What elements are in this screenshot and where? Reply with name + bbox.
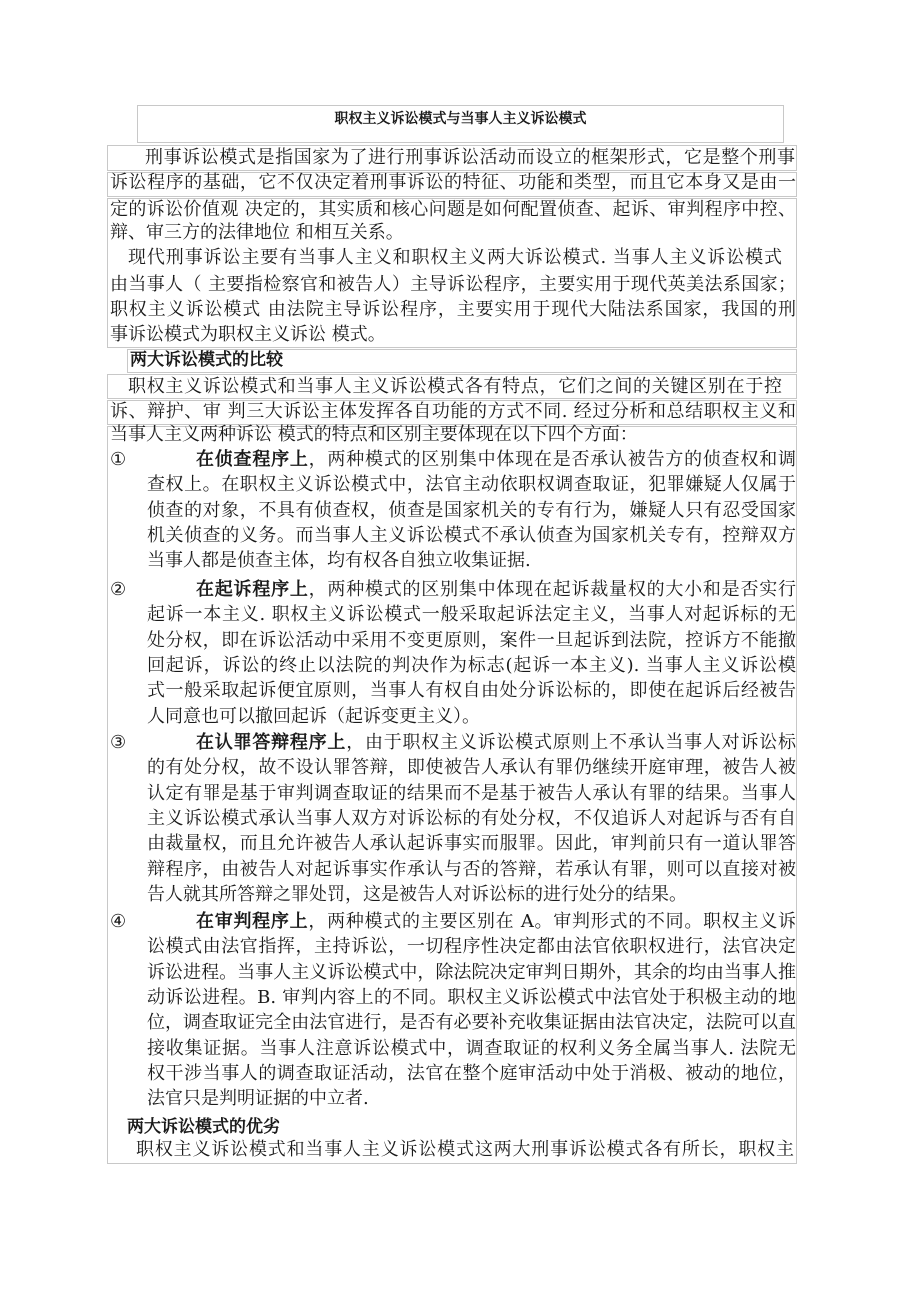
section-line: 诉、辩护、审 判三大诉讼主体发挥各自功能的方式不同. 经过分析和总结职权主义和 <box>110 401 796 422</box>
document-title: 职权主义诉讼模式与当事人主义诉讼模式 <box>334 111 587 127</box>
intro-line: 辩、审三方的法律地位 和相互关系。 <box>110 222 404 243</box>
list-item-text: ，两种模式的区别集中体现在是否承认被告方的侦查权和调 <box>308 449 797 470</box>
list-item-first-line <box>196 910 796 934</box>
list-item-line: 机关侦查的义务。而当事人主义诉讼模式不承认侦查为国家机关专有，控辩双方 <box>147 524 796 546</box>
list-item-line: 辩程序，由被告人对起诉事实作承认与否的答辩，若承认有罪，则可以直接对被 <box>147 858 796 880</box>
list-item-line: 人同意也可以撤回起诉（起诉变更主义）。 <box>147 705 480 727</box>
list-marker: ① <box>110 449 127 470</box>
list-item-line: 主义诉讼模式承认当事人双方对诉讼标的有处分权，不仅追诉人对起诉与否有自 <box>147 807 796 829</box>
list-item-text: ，由于职权主义诉讼模式原则上不承认当事人对诉讼标 <box>346 732 797 753</box>
list-item-line: 诉讼进程。当事人主义诉讼模式中，除法院决定审判日期外，其余的均由当事人推 <box>147 961 796 983</box>
intro-line: 诉讼程序的基础，它不仅决定着刑事诉讼的特征、功能和类型，而且它本身又是由一 <box>110 172 796 193</box>
intro-line: 由当事人（ 主要指检察官和被告人）主导诉讼程序，主要实用于现代英美法系国家； <box>110 274 796 295</box>
list-item-line: 位，调查取证完全由法官进行，是否有必要补充收集证据由法官决定，法院可以直 <box>147 1012 796 1034</box>
list-item-line: 动诉讼进程。B. 审判内容上的不同。职权主义诉讼模式中法官处于积极主动的地 <box>147 986 796 1008</box>
list-item-lead: 在侦查程序上 <box>196 449 309 470</box>
list-item-line: 起诉一本主义. 职权主义诉讼模式一般采取起诉法定主义，当事人对起诉标的无 <box>147 604 796 626</box>
section-heading: 两大诉讼模式的比较 <box>130 350 283 370</box>
list-item-first-line <box>196 448 796 472</box>
list-item-line: 法官只是判明证据的中立者. <box>147 1088 369 1110</box>
list-item-line: 式一般采取起诉便宜原则，当事人有权自由处分诉讼标的，即使在起诉后经被告 <box>147 680 796 702</box>
intro-line: 现代刑事诉讼主要有当事人主义和职权主义两大诉讼模式. 当事人主义诉讼模式 <box>128 247 782 268</box>
list-item-line: 告人就其所答辩之罪处罚，这是被告人对诉讼标的进行处分的结果。 <box>147 883 687 905</box>
list-item-text: ，两种模式的区别集中体现在起诉裁量权的大小和是否实行 <box>308 579 797 600</box>
list-marker: ③ <box>110 732 127 753</box>
list-item-line: 接收集证据。当事人注意诉讼模式中，调查取证的权利义务全属当事人. 法院无 <box>147 1037 796 1059</box>
list-item-line: 由裁量权，而且允许被告人承认起诉事实而服罪。因此，审判前只有一道认罪答 <box>147 833 796 855</box>
list-item-lead: 在起诉程序上 <box>196 579 309 600</box>
list-item-first-line <box>196 731 796 755</box>
intro-line: 定的诉讼价值观 决定的，其实质和核心问题是如何配置侦查、起诉、审判程序中控、 <box>110 199 796 220</box>
section-line: 当事人主义两种诉讼 模式的特点和区别主要体现在以下四个方面： <box>110 424 638 445</box>
list-marker: ② <box>110 579 127 600</box>
list-item-line: 处分权，即在诉讼活动中采用不变更原则，案件一旦起诉到法院，控诉方不能撤 <box>147 629 796 651</box>
list-item-line: 查权上。在职权主义诉讼模式中，法官主动依职权调查取证，犯罪嫌疑人仅属于 <box>147 474 796 496</box>
list-item-line: 的有处分权，故不设认罪答辩，即使被告人承认有罪仍继续开庭审理，被告人被 <box>147 757 796 779</box>
list-item-line: 权干涉当事人的调查取证活动，法官在整个庭审活动中处于消极、被动的地位， <box>147 1062 796 1084</box>
list-item-line: 讼模式由法官指挥，主持诉讼，一切程序性决定都由法官依职权进行，法官决定 <box>147 936 796 958</box>
list-marker: ④ <box>110 911 127 932</box>
list-item-lead: 在审判程序上 <box>196 911 309 932</box>
list-item-line: 当事人都是侦查主体，均有权各自独立收集证据. <box>147 550 531 572</box>
list-item-lead: 在认罪答辩程序上 <box>196 732 347 753</box>
list-item-line: 侦查的对象，不具有侦查权，侦查是国家机关的专有行为，嫌疑人只有忍受国家 <box>147 499 796 521</box>
list-item-line: 回起诉，诉讼的终止以法院的判决作为标志(起诉一本主义). 当事人主义诉讼模 <box>147 654 796 676</box>
section-line: 职权主义诉讼模式和当事人主义诉讼模式这两大刑事诉讼模式各有所长，职权主 <box>136 1139 794 1160</box>
section-heading: 两大诉讼模式的优劣 <box>127 1117 280 1137</box>
list-item-text: ，两种模式的主要区别在 A。审判形式的不同。职权主义诉 <box>308 911 797 932</box>
section-line: 职权主义诉讼模式和当事人主义诉讼模式各有特点，它们之间的关键区别在于控 <box>128 376 782 397</box>
intro-line: 职权主义诉讼模式 由法院主导诉讼程序，主要实用于现代大陆法系国家，我国的刑 <box>110 299 796 320</box>
list-item-first-line <box>196 578 796 602</box>
intro-line: 刑事诉讼模式是指国家为了进行刑事诉讼活动而设立的框架形式，它是整个刑事 <box>145 147 795 168</box>
list-item-line: 认定有罪是基于审判调查取证的结果而不是基于被告人承认有罪的结果。当事人 <box>147 782 796 804</box>
intro-line: 事诉讼模式为职权主义诉讼 模式。 <box>110 324 386 345</box>
